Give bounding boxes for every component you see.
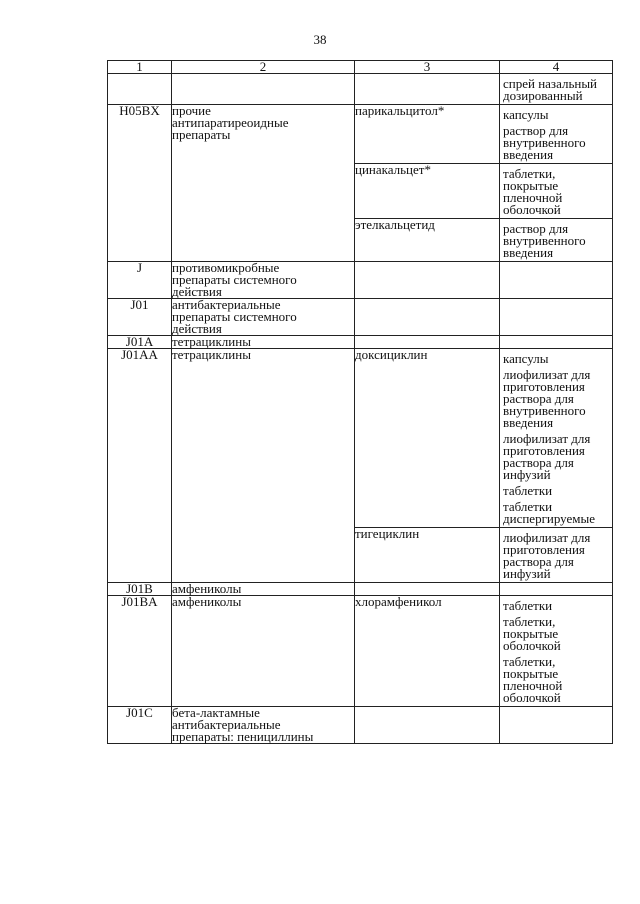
dosage-form-cell — [500, 707, 613, 744]
page-number: 38 — [313, 32, 327, 47]
header-col-1: 1 — [108, 61, 172, 74]
dosage-form: таблетки, покрытые пленочной оболочкой — [503, 166, 563, 217]
group-name-cell: противомикробные препараты системного действия — [172, 262, 355, 299]
group-name-cell: тетрациклины — [172, 336, 355, 349]
inn-cell: этелкальцетид — [355, 219, 500, 262]
atc-code-cell: J01BA — [108, 596, 172, 707]
dosage-form-cell — [500, 336, 613, 349]
group-name-cell: амфениколы — [172, 596, 355, 707]
dosage-form: капсулы — [503, 351, 549, 366]
atc-code-cell: J01 — [108, 299, 172, 336]
inn-cell: доксициклин — [355, 349, 500, 528]
inn-cell: хлорамфеникол — [355, 596, 500, 707]
dosage-form-cell — [500, 219, 613, 262]
table-row — [108, 74, 613, 105]
group-name-cell — [172, 74, 355, 105]
dosage-form: спрей назальный дозированный — [503, 76, 598, 103]
group-name-cell: прочие антипаратиреоидные препараты — [172, 105, 355, 262]
dosage-form: таблетки диспергируемые — [503, 499, 596, 526]
table-row — [108, 299, 613, 336]
atc-code-cell: J01C — [108, 707, 172, 744]
atc-code-cell — [108, 74, 172, 105]
table-row — [108, 596, 613, 707]
table-row — [108, 349, 613, 528]
dosage-form: раствор для внутривенного введения — [503, 221, 586, 260]
table-row — [108, 707, 613, 744]
header-row — [108, 61, 613, 74]
group-name-cell: тетрациклины — [172, 349, 355, 583]
header-col-4: 4 — [500, 61, 613, 74]
table-row — [108, 105, 613, 164]
dosage-form-cell — [500, 299, 613, 336]
atc-code-cell: J01A — [108, 336, 172, 349]
dosage-form-cell — [500, 74, 613, 105]
medicines-table — [107, 60, 613, 744]
inn-cell — [355, 299, 500, 336]
inn-cell: тигециклин — [355, 528, 500, 583]
dosage-form-cell — [500, 105, 613, 164]
inn-cell: цинакальцет* — [355, 164, 500, 219]
header-col-2: 2 — [172, 61, 355, 74]
group-name-cell: антибактериальные препараты системного действия — [172, 299, 355, 336]
dosage-form: таблетки — [503, 483, 553, 498]
dosage-form-cell — [500, 528, 613, 583]
group-name-cell: бета-лактамные антибактериальные препараты: пенициллины — [172, 707, 355, 744]
dosage-form: лиофилизат для приготовления раствора для инфузий — [503, 530, 591, 581]
dosage-form: таблетки, покрытые оболочкой — [503, 614, 561, 653]
dosage-form: лиофилизат для приготовления раствора для инфузий — [503, 431, 591, 482]
dosage-form: раствор для внутривенного введения — [503, 123, 586, 162]
atc-code-cell: H05BX — [108, 105, 172, 262]
dosage-form-cell — [500, 164, 613, 219]
dosage-form-cell — [500, 596, 613, 707]
atc-code-cell: J01B — [108, 583, 172, 596]
inn-cell — [355, 707, 500, 744]
inn-cell — [355, 262, 500, 299]
dosage-form-cell — [500, 583, 613, 596]
table-row — [108, 262, 613, 299]
dosage-form: таблетки, покрытые пленочной оболочкой — [503, 654, 563, 705]
atc-code-cell: J — [108, 262, 172, 299]
header-col-3: 3 — [355, 61, 500, 74]
dosage-form-cell — [500, 349, 613, 528]
inn-cell — [355, 74, 500, 105]
atc-code-cell: J01AA — [108, 349, 172, 583]
dosage-form-cell — [500, 262, 613, 299]
inn-cell: парикальцитол* — [355, 105, 500, 164]
group-name-cell: амфениколы — [172, 583, 355, 596]
dosage-form: капсулы — [503, 107, 549, 122]
dosage-form: лиофилизат для приготовления раствора для внутривенного введения — [503, 367, 591, 430]
dosage-form: таблетки — [503, 598, 553, 613]
